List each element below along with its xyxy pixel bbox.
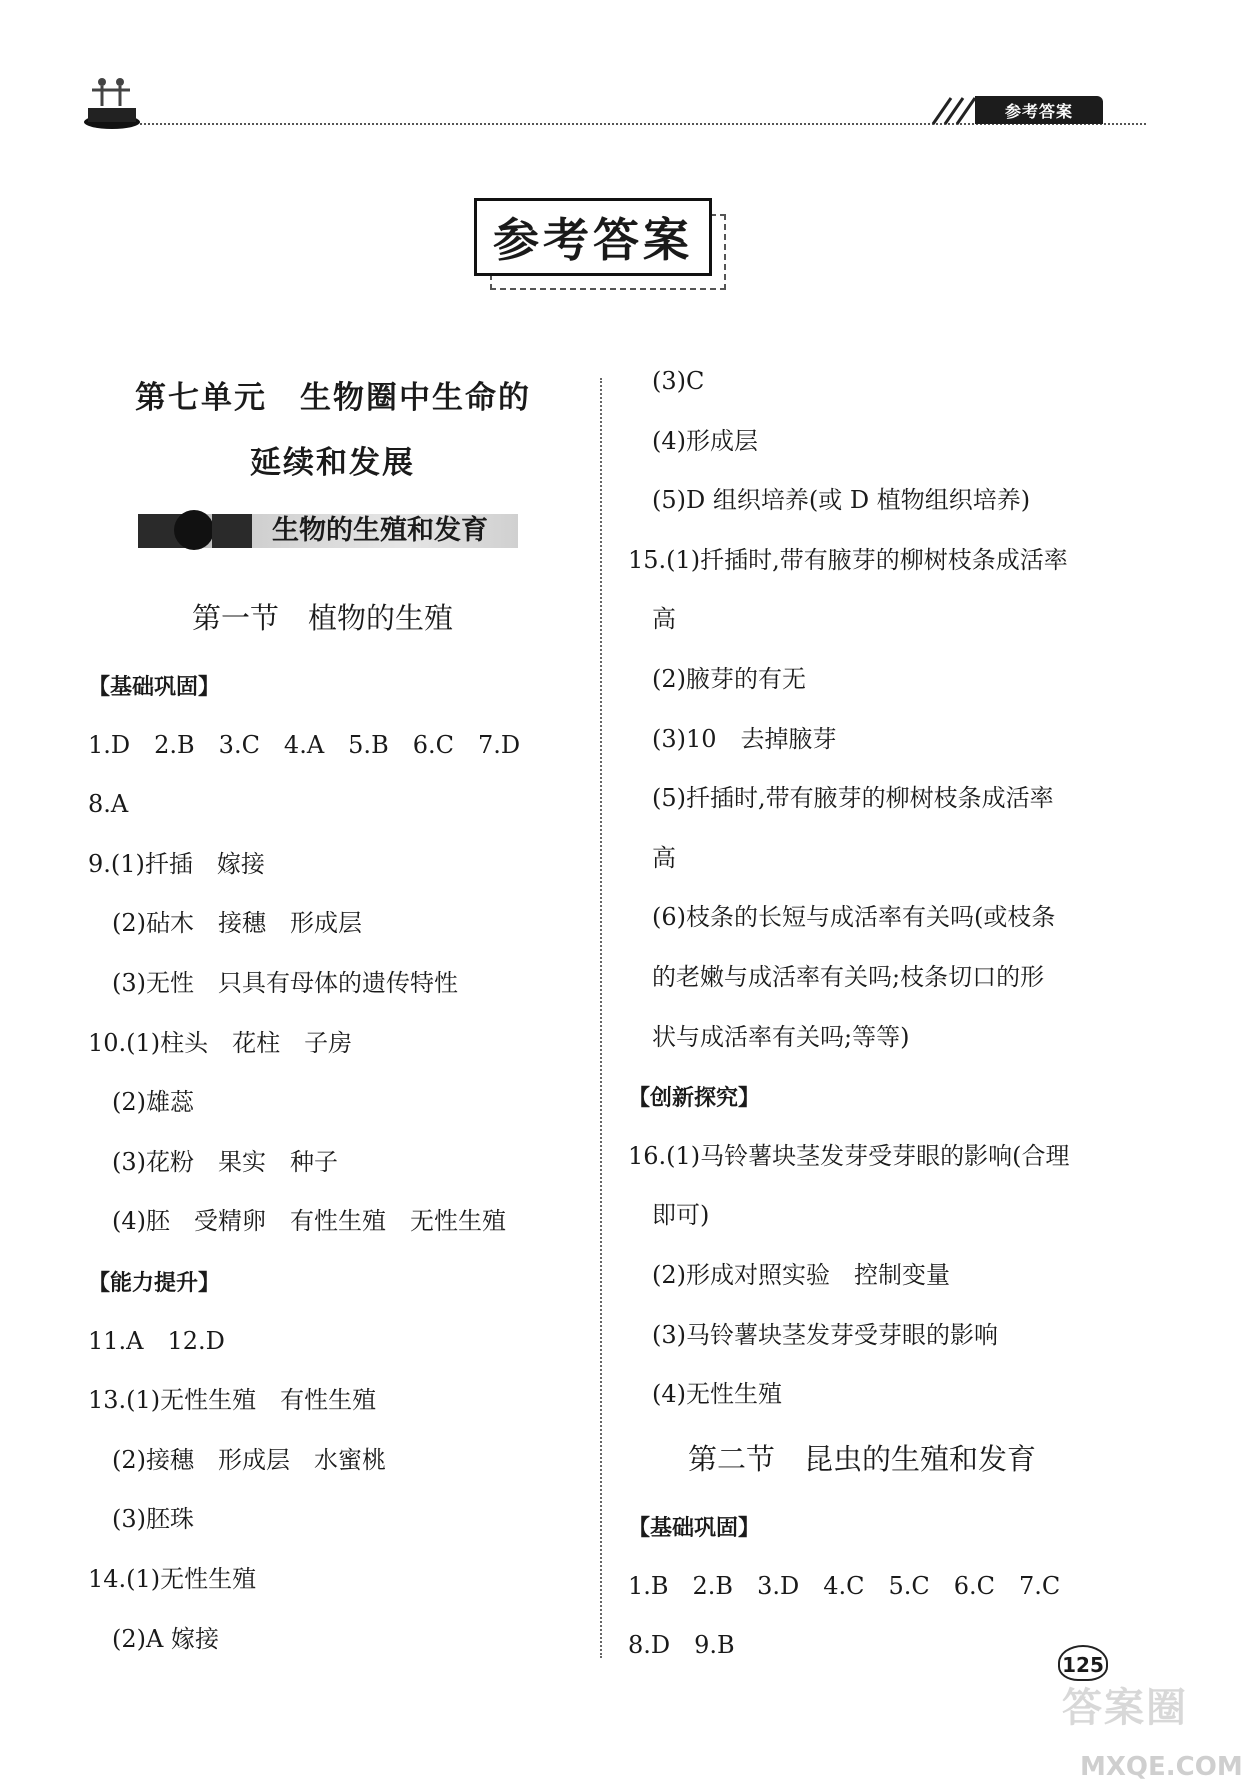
answer-line: (2)A 嫁接 (88, 1624, 219, 1653)
answer-line: (3)C (628, 367, 705, 395)
answer-line: (3)胚珠 (88, 1505, 194, 1534)
answer-line: 14.(1)无性生殖 (88, 1565, 257, 1593)
answer-line: 状与成活率有关吗;等等) (628, 1022, 910, 1051)
answer-line: 即可) (628, 1201, 710, 1230)
chapter-bar-right (212, 514, 252, 548)
answer-line: (2)形成对照实验 控制变量 (628, 1261, 950, 1289)
header-logo (82, 72, 142, 130)
answer-line: (4)胚 受精卵 有性生殖 无性生殖 (88, 1207, 506, 1236)
unit-title-line1: 第七单元 生物圈中生命的 (135, 380, 531, 416)
answer-line: 1.D 2.B 3.C 4.A 5.B 6.C 7.D (88, 730, 521, 759)
answer-line: 8.A (88, 790, 129, 819)
answer-line: 1.B 2.B 3.D 4.C 5.C 6.C 7.C (628, 1571, 1061, 1600)
answer-line: (6)枝条的长短与成活率有关吗(或枝条 (628, 903, 1056, 932)
answer-line: (4)形成层 (628, 426, 758, 455)
answer-line: 高 (628, 843, 676, 872)
header-tab: 参考答案 (975, 96, 1103, 124)
section-title-2: 第二节 昆虫的生殖和发育 (688, 1442, 1037, 1476)
answer-line: 13.(1)无性生殖 有性生殖 (88, 1386, 377, 1415)
section-tag: 【基础巩固】 (88, 675, 221, 700)
answer-line: (2)接穗 形成层 水蜜桃 (88, 1445, 386, 1474)
section-tag: 【基础巩固】 (628, 1516, 761, 1541)
watermark-url: MXQE.COM (1080, 1752, 1243, 1782)
watermark: 答案圈 (1062, 1685, 1188, 1731)
answer-line: 11.A 12.D (88, 1326, 225, 1355)
chapter-number-circle (174, 510, 214, 550)
answer-line: 10.(1)柱头 花柱 子房 (88, 1028, 353, 1057)
section-tag: 【创新探究】 (628, 1086, 761, 1112)
answer-line: 16.(1)马铃薯块茎发芽受芽眼的影响(合理 (628, 1141, 1070, 1170)
page-title: 参考答案 (474, 198, 712, 276)
chapter-title: 生物的生殖和发育 (272, 515, 488, 546)
section-tag: 【能力提升】 (88, 1271, 221, 1296)
answer-line: (3)马铃薯块茎发芽受芽眼的影响 (628, 1320, 998, 1349)
answer-line: (5)D 组织培养(或 D 植物组织培养) (628, 486, 1031, 515)
answer-line: (4)无性生殖 (628, 1380, 782, 1409)
page-number: 125 (1058, 1645, 1108, 1681)
answer-line: (2)腋芽的有无 (628, 665, 806, 693)
answer-line: (3)无性 只具有母体的遗传特性 (88, 969, 458, 997)
answer-line: 9.(1)扦插 嫁接 (88, 849, 265, 878)
answer-line: (3)花粉 果实 种子 (88, 1147, 338, 1176)
answer-line: (2)砧木 接穗 形成层 (88, 909, 362, 938)
answer-line: (5)扦插时,带有腋芽的柳树枝条成活率 (628, 784, 1054, 813)
answer-line: 高 (628, 605, 676, 634)
column-divider (600, 378, 602, 1658)
answer-line: 8.D 9.B (628, 1631, 735, 1660)
answer-line: (2)雄蕊 (88, 1088, 194, 1117)
unit-title-line2: 延续和发展 (250, 445, 415, 481)
section-title-1: 第一节 植物的生殖 (192, 601, 454, 635)
answer-line: 的老嫩与成活率有关吗;枝条切口的形 (628, 963, 1045, 991)
answer-line: 15.(1)扦插时,带有腋芽的柳树枝条成活率 (628, 545, 1068, 574)
answer-line: (3)10 去掉腋芽 (628, 724, 837, 753)
